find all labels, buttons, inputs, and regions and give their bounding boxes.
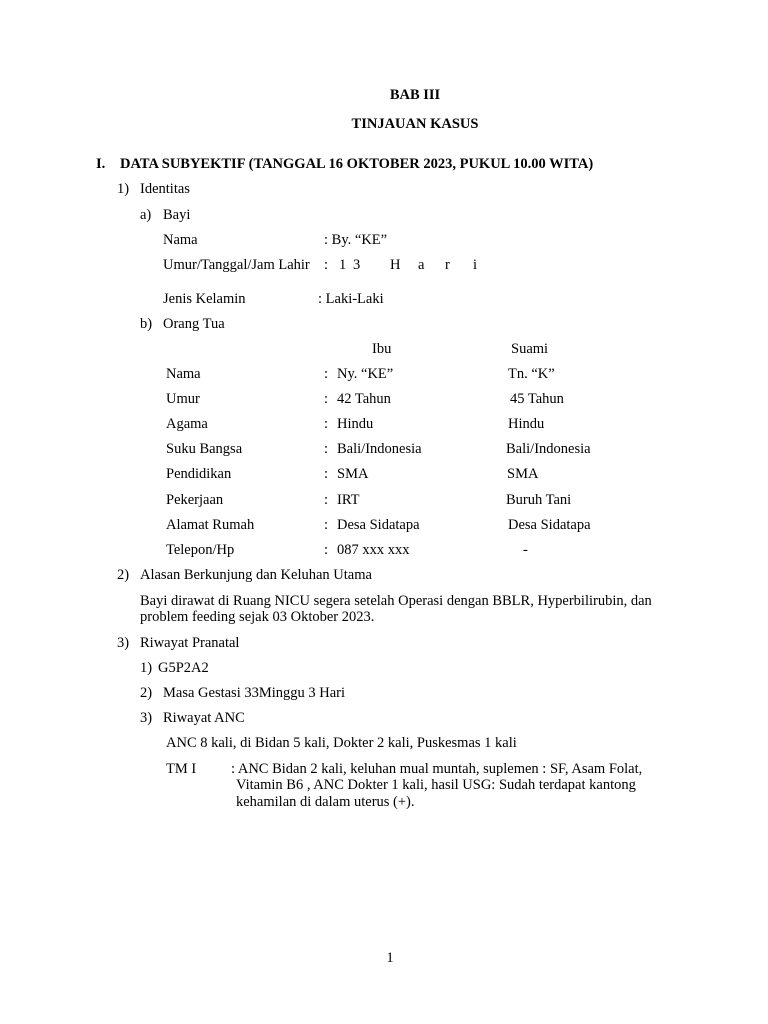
parent-row-ibu: IRT — [337, 492, 360, 508]
item-number: 1) — [117, 181, 130, 197]
column-header-suami: Suami — [511, 341, 549, 357]
parent-row-suami: Desa Sidatapa — [508, 517, 591, 533]
parent-row-suami: Buruh Tani — [506, 492, 572, 508]
sub-label-bayi: Bayi — [163, 207, 191, 223]
parent-row-label: Telepon/Hp — [166, 542, 235, 558]
alasan-text-line: Bayi dirawat di Ruang NICU segera setelah Operasi dengan BBLR, Hyperbilirubin, dan — [140, 593, 652, 609]
column-header-ibu: Ibu — [372, 341, 392, 357]
item-number: 2) — [117, 567, 130, 583]
bayi-jk-value: : Laki-Laki — [318, 291, 384, 307]
parent-row-label: Alamat Rumah — [166, 517, 255, 533]
sub-letter: a) — [140, 207, 152, 223]
bayi-umur-char: i — [473, 257, 478, 273]
sub-letter: b) — [140, 316, 153, 332]
pranatal-item-text: Riwayat ANC — [163, 710, 245, 726]
sub-label-orang-tua: Orang Tua — [163, 316, 225, 332]
parent-row-ibu: 087 xxx xxx — [337, 542, 410, 558]
bayi-umur-colon: : — [324, 257, 329, 273]
chapter-heading: BAB III — [389, 87, 441, 103]
pranatal-item-number: 3) — [140, 710, 153, 726]
bayi-umur-char: H — [390, 257, 401, 273]
alasan-text-line: problem feeding sejak 03 Oktober 2023. — [140, 609, 375, 625]
parent-row-ibu: Bali/Indonesia — [337, 441, 422, 457]
parent-row-ibu: 42 Tahun — [337, 391, 391, 407]
parent-row-suami: Bali/Indonesia — [506, 441, 591, 457]
parent-row-label: Pekerjaan — [166, 492, 224, 508]
parent-row-label: Pendidikan — [166, 466, 232, 482]
parent-row-suami: Hindu — [508, 416, 545, 432]
parent-row-label: Suku Bangsa — [166, 441, 243, 457]
parent-row-suami: SMA — [507, 466, 539, 482]
parent-row-colon: : — [324, 441, 329, 457]
chapter-title: TINJAUAN KASUS — [351, 116, 479, 132]
parent-row-ibu: Ny. “KE” — [337, 366, 394, 382]
tm1-text-line: kehamilan di dalam uterus (+). — [236, 794, 415, 810]
bayi-nama-value: : By. “KE” — [324, 232, 388, 248]
pranatal-item-text: Masa Gestasi 33Minggu 3 Hari — [163, 685, 346, 701]
bayi-jk-label: Jenis Kelamin — [163, 291, 246, 307]
parent-row-label: Agama — [166, 416, 208, 432]
bayi-umur-char: r — [445, 257, 450, 273]
bayi-umur-label: Umur/Tanggal/Jam Lahir — [163, 257, 310, 273]
parent-row-colon: : — [324, 391, 329, 407]
parent-row-colon: : — [324, 492, 329, 508]
pranatal-item-number: 1) — [140, 660, 153, 676]
parent-row-colon: : — [324, 517, 329, 533]
tm1-text-line: Vitamin B6 , ANC Dokter 1 kali, hasil USG: Sudah terdapat kantong — [236, 777, 636, 793]
section-number: I. — [96, 156, 106, 172]
tm1-text-line: : ANC Bidan 2 kali, keluhan mual muntah, suplemen : SF, Asam Folat, — [231, 761, 643, 777]
parent-row-colon: : — [324, 366, 329, 382]
parent-row-label: Umur — [166, 391, 200, 407]
parent-row-colon: : — [324, 542, 329, 558]
tm1-label: TM I — [166, 761, 197, 777]
item-label-identitas: Identitas — [140, 181, 190, 197]
anc-summary: ANC 8 kali, di Bidan 5 kali, Dokter 2 kali, Puskesmas 1 kali — [166, 735, 517, 751]
parent-row-label: Nama — [166, 366, 201, 382]
parent-row-suami: 45 Tahun — [510, 391, 564, 407]
bayi-nama-label: Nama — [163, 232, 198, 248]
parent-row-suami: - — [523, 542, 528, 558]
parent-row-colon: : — [324, 466, 329, 482]
pranatal-item-text: G5P2A2 — [158, 660, 209, 676]
bayi-umur-char: 1 — [339, 257, 347, 273]
bayi-umur-char: 3 — [353, 257, 361, 273]
item-label-pranatal: Riwayat Pranatal — [140, 635, 240, 651]
section-title: DATA SUBYEKTIF (TANGGAL 16 OKTOBER 2023, PUKUL 10.00 WITA) — [120, 156, 594, 172]
bayi-umur-char: a — [418, 257, 425, 273]
parent-row-ibu: Hindu — [337, 416, 374, 432]
item-label-alasan: Alasan Berkunjung dan Keluhan Utama — [140, 567, 372, 583]
parent-row-ibu: Desa Sidatapa — [337, 517, 420, 533]
page-number: 1 — [386, 950, 394, 966]
parent-row-suami: Tn. “K” — [508, 366, 555, 382]
item-number: 3) — [117, 635, 130, 651]
parent-row-colon: : — [324, 416, 329, 432]
pranatal-item-number: 2) — [140, 685, 153, 701]
parent-row-ibu: SMA — [337, 466, 369, 482]
